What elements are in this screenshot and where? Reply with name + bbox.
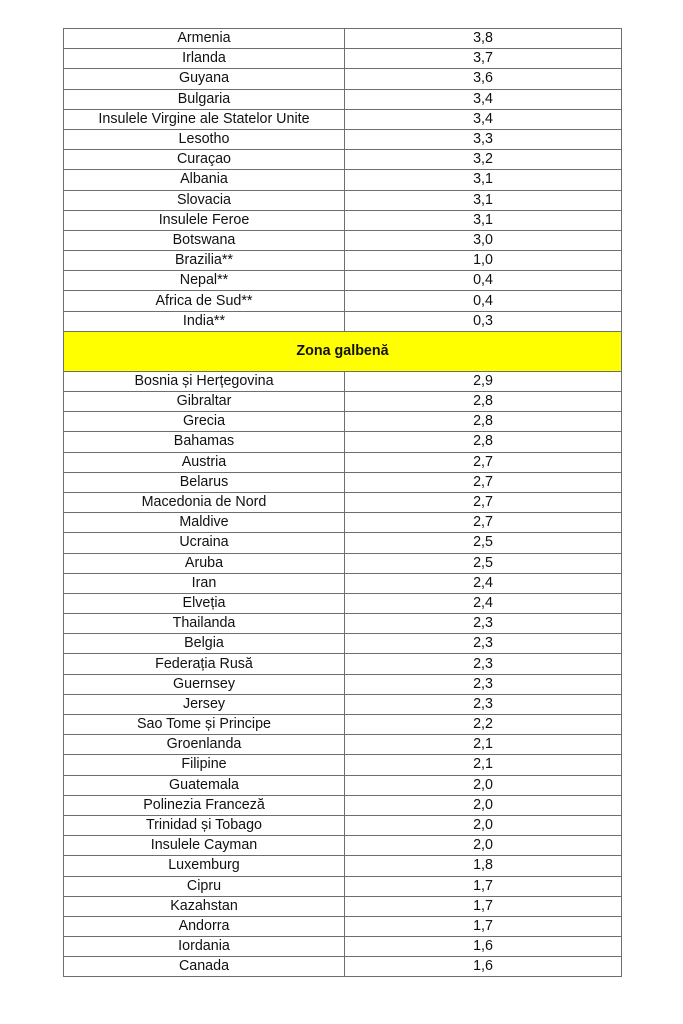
value-cell: 3,7 (345, 49, 622, 69)
table-row (64, 29, 622, 49)
value-cell: 2,3 (345, 614, 622, 634)
value-cell: 3,1 (345, 190, 622, 210)
value-cell: 2,5 (345, 533, 622, 553)
table-row (64, 916, 622, 936)
country-cell: Cipru (64, 876, 345, 896)
country-cell: Filipine (64, 755, 345, 775)
table-row (64, 593, 622, 613)
value-cell: 2,4 (345, 593, 622, 613)
country-cell: Grecia (64, 412, 345, 432)
table-row (64, 150, 622, 170)
table-row (64, 170, 622, 190)
value-cell: 2,7 (345, 492, 622, 512)
value-cell: 2,0 (345, 836, 622, 856)
table-row (64, 492, 622, 512)
country-cell: Armenia (64, 29, 345, 49)
country-cell: Bosnia și Herțegovina (64, 371, 345, 391)
country-cell: Trinidad și Tobago (64, 815, 345, 835)
value-cell: 1,7 (345, 896, 622, 916)
country-cell: Lesotho (64, 129, 345, 149)
table-row (64, 271, 622, 291)
country-cell: Guatemala (64, 775, 345, 795)
value-cell: 2,3 (345, 674, 622, 694)
country-cell: Brazilia** (64, 251, 345, 271)
table-row (64, 815, 622, 835)
value-cell: 3,1 (345, 170, 622, 190)
country-cell: Macedonia de Nord (64, 492, 345, 512)
value-cell: 2,3 (345, 634, 622, 654)
value-cell: 2,8 (345, 432, 622, 452)
value-cell: 2,0 (345, 795, 622, 815)
table-row (64, 573, 622, 593)
country-cell: Curaçao (64, 150, 345, 170)
country-cell: Belarus (64, 472, 345, 492)
value-cell: 2,8 (345, 392, 622, 412)
country-cell: Insulele Virgine ale Statelor Unite (64, 109, 345, 129)
table-row (64, 533, 622, 553)
value-cell: 2,9 (345, 371, 622, 391)
value-cell: 2,7 (345, 472, 622, 492)
value-cell: 2,4 (345, 573, 622, 593)
table-row (64, 311, 622, 331)
country-cell: Iordania (64, 937, 345, 957)
country-cell: Bulgaria (64, 89, 345, 109)
country-cell: Elveția (64, 593, 345, 613)
country-cell: Sao Tome și Principe (64, 715, 345, 735)
table-row (64, 452, 622, 472)
country-cell: Irlanda (64, 49, 345, 69)
table-row (64, 614, 622, 634)
table-row (64, 876, 622, 896)
value-cell: 0,4 (345, 291, 622, 311)
table-row (64, 795, 622, 815)
value-cell: 2,3 (345, 694, 622, 714)
country-cell: Andorra (64, 916, 345, 936)
table-body (64, 29, 622, 977)
table-row (64, 856, 622, 876)
country-cell: Albania (64, 170, 345, 190)
value-cell: 0,3 (345, 311, 622, 331)
table-row (64, 694, 622, 714)
country-cell: Ucraina (64, 533, 345, 553)
table-row (64, 836, 622, 856)
zone-header-cell: Zona galbenă (64, 331, 622, 371)
table-row (64, 109, 622, 129)
country-cell: Africa de Sud** (64, 291, 345, 311)
country-cell: Guyana (64, 69, 345, 89)
value-cell: 1,6 (345, 957, 622, 977)
table-row (64, 89, 622, 109)
table-row (64, 210, 622, 230)
country-cell: Belgia (64, 634, 345, 654)
country-cell: Federația Rusă (64, 654, 345, 674)
value-cell: 1,7 (345, 876, 622, 896)
value-cell: 3,2 (345, 150, 622, 170)
table-row (64, 634, 622, 654)
value-cell: 1,6 (345, 937, 622, 957)
value-cell: 1,8 (345, 856, 622, 876)
value-cell: 3,6 (345, 69, 622, 89)
value-cell: 0,4 (345, 271, 622, 291)
table-row (64, 735, 622, 755)
value-cell: 1,7 (345, 916, 622, 936)
table-row (64, 775, 622, 795)
table-row (64, 957, 622, 977)
value-cell: 1,0 (345, 251, 622, 271)
value-cell: 2,8 (345, 412, 622, 432)
value-cell: 3,8 (345, 29, 622, 49)
value-cell: 3,0 (345, 230, 622, 250)
value-cell: 2,2 (345, 715, 622, 735)
table-row (64, 937, 622, 957)
country-cell: India** (64, 311, 345, 331)
table-row (64, 513, 622, 533)
country-cell: Slovacia (64, 190, 345, 210)
country-cell: Insulele Cayman (64, 836, 345, 856)
value-cell: 3,3 (345, 129, 622, 149)
country-cell: Kazahstan (64, 896, 345, 916)
country-cell: Iran (64, 573, 345, 593)
value-cell: 2,0 (345, 775, 622, 795)
table-row (64, 755, 622, 775)
value-cell: 2,3 (345, 654, 622, 674)
country-cell: Aruba (64, 553, 345, 573)
zone-header-row (64, 331, 622, 371)
table-row (64, 674, 622, 694)
table-row (64, 412, 622, 432)
country-incidence-table (63, 28, 622, 977)
country-cell: Austria (64, 452, 345, 472)
country-cell: Insulele Feroe (64, 210, 345, 230)
country-cell: Gibraltar (64, 392, 345, 412)
value-cell: 2,7 (345, 452, 622, 472)
table-row (64, 230, 622, 250)
country-cell: Bahamas (64, 432, 345, 452)
value-cell: 3,4 (345, 89, 622, 109)
country-cell: Canada (64, 957, 345, 977)
value-cell: 2,5 (345, 553, 622, 573)
country-cell: Nepal** (64, 271, 345, 291)
value-cell: 3,1 (345, 210, 622, 230)
table-row (64, 49, 622, 69)
table-row (64, 392, 622, 412)
country-cell: Groenlanda (64, 735, 345, 755)
table-row (64, 291, 622, 311)
table-row (64, 69, 622, 89)
country-cell: Maldive (64, 513, 345, 533)
value-cell: 2,7 (345, 513, 622, 533)
table-row (64, 129, 622, 149)
value-cell: 2,1 (345, 755, 622, 775)
value-cell: 3,4 (345, 109, 622, 129)
country-cell: Thailanda (64, 614, 345, 634)
table-row (64, 654, 622, 674)
table-row (64, 432, 622, 452)
table-row (64, 553, 622, 573)
value-cell: 2,0 (345, 815, 622, 835)
table-row (64, 190, 622, 210)
country-cell: Luxemburg (64, 856, 345, 876)
country-cell: Guernsey (64, 674, 345, 694)
table-row (64, 371, 622, 391)
country-cell: Jersey (64, 694, 345, 714)
table-row (64, 251, 622, 271)
table-row (64, 715, 622, 735)
value-cell: 2,1 (345, 735, 622, 755)
country-cell: Botswana (64, 230, 345, 250)
table-row (64, 896, 622, 916)
table-row (64, 472, 622, 492)
country-cell: Polinezia Franceză (64, 795, 345, 815)
